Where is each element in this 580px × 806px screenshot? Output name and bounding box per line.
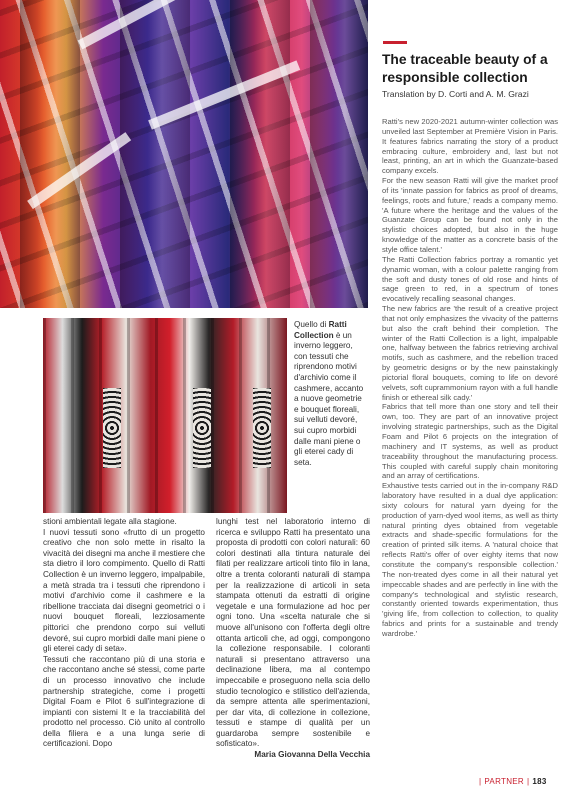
italian-paragraph: stioni ambientali legate alla stagione.: [43, 517, 177, 526]
scarves-photo: [43, 318, 287, 513]
italian-paragraph: I nuovi tessuti sono «frutto di un progetto creativo che non solo mette in risalto la vivacità dei disegni ma anche il mestiere che sta dietro il loro compimento. Quello di Ratti Collection è un inverno leggero, impalpabile, a metà strada tra i tessuti che riprendono i motivi d'archivio come il cashmere e la ribellione tracciata dai disegni geometrici o i nuovi bouquet floreali, lezziosamente pittorici che prendono corpo sui velluti devoré, sui cupro morbidi dalle mani piene o gli eterei cady di seta».: [43, 527, 206, 654]
translation-credit: Translation by D. Corti and A. M. Grazi: [382, 89, 529, 99]
article-paragraph: The new fabrics are 'the result of a creative project that not only emphasizes the vivacity of the patterns but also the craft behind their completion. The winter of the Ratti Collection is a light, impalpable one, halfway between the fabrics retrieving archival motifs, such as cashmere, and the rebellion traced by geometric designs or by the new painstakingly pictorial floral bouquets, coming to life on devoré velvets, soft cuprammonium rayon with a full handle finish or ethereal silk cady.': [382, 304, 558, 402]
italian-column-2: [216, 517, 370, 761]
english-article-body: [382, 117, 558, 639]
caption-strong: Ratti Collection: [294, 320, 347, 340]
page-number: 183: [532, 777, 547, 786]
fabric-photo-top: [0, 0, 368, 308]
author-signature: Maria Giovanna Della Vecchia: [254, 750, 370, 760]
article-paragraph: Exhaustive tests carried out in the in-company R&D laboratory have resulted in a dual dye application: sixty colours for natural yarn dyeing for the production of yarn-dyed wool items, as well as thirty natural printing dyes obtained from vegetable extracts and shade-specific formulations for the creation of printed silk items. A 'natural choice that reflects Ratti's offer of over eighty items that now constitute the company's responsible collection.' The non-treated dyes come in all their natural yet impeccable shades and are perfectly in line with the company's technological and stylistic research, constantly oriented towards experimentation, thus 'giving life, from collection to collection, to quality fabrics and prints for a sustainable and trendy wardrobe.': [382, 481, 558, 638]
caption-text: è un inverno leggero, con tessuti che riprendono motivi d'archivio come il cashmere, accanto a nuove geometrie e bouquet floreali, sui velluti devoré, sui cupro morbidi dalle mani piene o gli eterei cady di seta.: [294, 330, 364, 467]
section-name: PARTNER: [484, 777, 524, 786]
article-paragraph: Ratti's new 2020-2021 autumn-winter collection was unveiled last September at Première Vision in Paris. It features fabrics narrating the story of a product embracing culture, embroidery and, last but not least, printing, an art in which the Guanzate-based company excels.: [382, 117, 558, 176]
title-accent-bar: [383, 41, 407, 44]
photo-caption: [294, 320, 366, 468]
article-paragraph: For the new season Ratti will give the market proof of its 'innate passion for fabrics as proof of dreams, feelings, roots and future,' reads a company memo. 'A future where the heritage and the values of the Guanzate Group can be found not only in the stylistic choices adopted, but also in the huge knowledge of the matter as a concrete basis of the style office talent.': [382, 176, 558, 254]
article-paragraph: The Ratti Collection fabrics portray a romantic yet dynamic woman, with a colour palette ranging from the soft and dusty tones of old rose and hints of sage green to red, in a spectrum of tones evocatively recalling seasonal changes.: [382, 254, 558, 304]
italian-column-1: [43, 517, 205, 750]
article-title: The traceable beauty of a responsible collection: [382, 52, 548, 85]
italian-paragraph: Tessuti che raccontano più di una storia e che raccontano anche sé stessi, come parte di un processo innovativo che include partnership strategiche, come i progetti Digital Foam e Pilot 6 sull'integrazione di impianti con sistemi It e la tracciabilità del prodotto nel processo. Ciò unito al controllo della filiera e a una lunga serie di certificazioni. Dopo: [43, 654, 205, 749]
article-paragraph: Fabrics that tell more than one story and tell their own, too. They are part of an innovative project involving strategic partnerships, such as the Digital Foam and Pilot 6 projects on the integration of machinery and IT systems, as well as product traceability throughout the manufacturing process. This coupled with careful supply chain monitoring and an array of certifications.: [382, 402, 558, 481]
page-footer: | PARTNER | 183: [479, 777, 547, 786]
italian-paragraph: lunghi test nel laboratorio interno di ricerca e sviluppo Ratti ha presentato una proposta di prodotti con colori naturali: 60 colori destinati alla tintura naturale dei filati per realizzare articoli tinto filo in lana, oltre a trenta coloranti naturali di stampa per la realizzazione di articoli in seta stampata ottenuti da estratti di origine vegetale e una formulazione ad hoc per ogni tono. Una «scelta naturale che si muove all'unisono con l'offerta degli oltre ottanta articoli che, ad oggi, compongono la collezione responsabile. I coloranti naturali si presentano attraverso una declinazione libera, ma al contempo impeccabile e proseguono nella scia dello studio tecnologico e stilistico dell'azienda, da sempre attenta alle sperimentazioni, per dar vita, di collezione in collezione, tessuti e stampe di qualità per un guardaroba sempre sostenibile e sofisticato».: [216, 517, 370, 749]
caption-prefix: Quello di: [294, 320, 327, 329]
